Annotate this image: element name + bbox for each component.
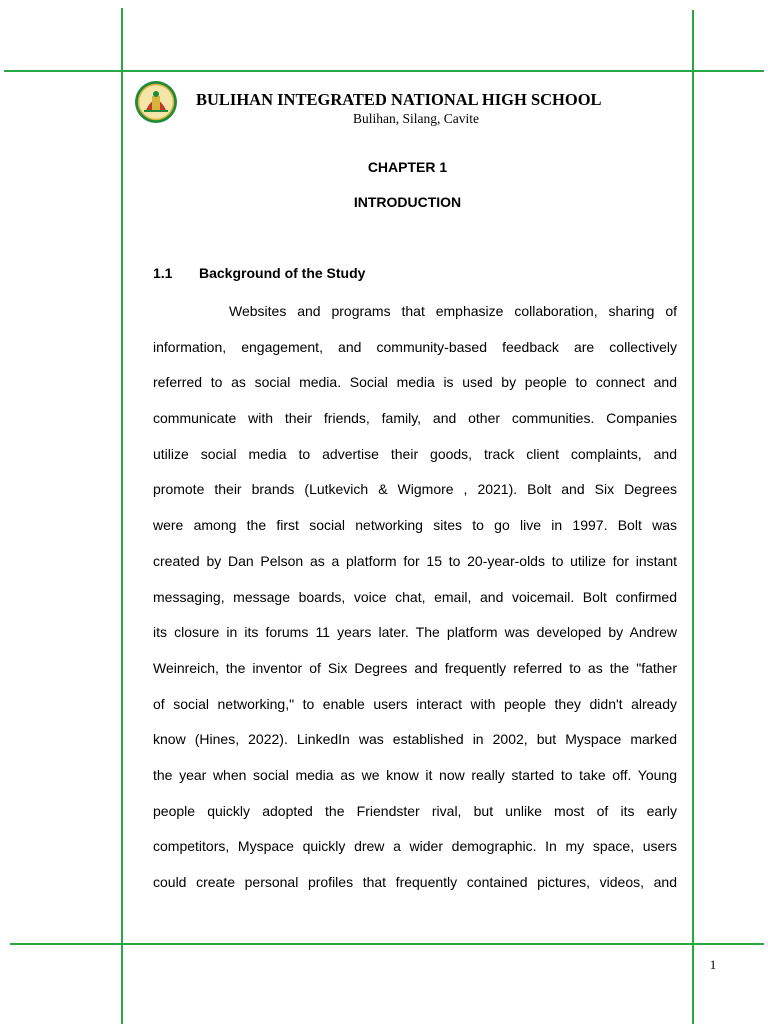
paragraph-line: were among the first social networking sites to go live in 1997. Bolt was	[153, 517, 677, 534]
paragraph-line: information, engagement, and community-based feedback are collectively	[153, 338, 677, 355]
chapter-title: INTRODUCTION	[353, 194, 462, 210]
paragraph-line: referred to as social media. Social media is used by people to connect and	[153, 374, 677, 391]
paragraph-line: the year when social media as we know it now really started to take off. Young	[153, 766, 677, 783]
school-address: Bulihan, Silang, Cavite	[353, 111, 479, 126]
school-seal-icon	[134, 80, 178, 124]
paragraph-line: Weinreich, the inventor of Six Degrees and frequently referred to as the "father	[153, 659, 677, 676]
body-paragraph	[153, 300, 677, 907]
paragraph-line: competitors, Myspace quickly drew a wider demographic. In my space, users	[153, 838, 677, 855]
paragraph-line: could create personal profiles that frequently contained pictures, videos, and	[153, 874, 677, 890]
paragraph-line: know (Hines, 2022). LinkedIn was established in 2002, but Myspace marked	[153, 731, 677, 748]
section-title: Background of the Study	[199, 265, 366, 281]
paragraph-line: its closure in its forums 11 years later. The platform was developed by Andrew	[153, 624, 677, 641]
paragraph-line: Websites and programs that emphasize collaboration, sharing of	[229, 303, 677, 319]
paragraph-line: promote their brands (Lutkevich & Wigmore , 2021). Bolt and Six Degrees	[153, 481, 677, 498]
paragraph-line: utilize social media to advertise their goods, track client complaints, and	[153, 445, 677, 462]
paragraph-line: messaging, message boards, voice chat, email, and voicemail. Bolt confirmed	[153, 588, 677, 605]
right-margin-rule	[692, 10, 694, 1024]
bottom-margin-rule	[10, 943, 764, 945]
chapter-label: CHAPTER 1	[367, 159, 448, 175]
page-number: 1	[709, 957, 717, 972]
paragraph-line: communicate with their friends, family, and other communities. Companies	[153, 410, 677, 427]
section-number: 1.1	[153, 265, 173, 281]
top-margin-rule	[4, 70, 764, 72]
section-heading	[153, 265, 365, 281]
paragraph-line: people quickly adopted the Friendster rival, but unlike most of its early	[153, 802, 677, 819]
paragraph-line: of social networking," to enable users interact with people they didn't already	[153, 695, 677, 712]
paragraph-line: created by Dan Pelson as a platform for 15 to 20-year-olds to utilize for instant	[153, 552, 677, 569]
school-name: BULIHAN INTEGRATED NATIONAL HIGH SCHOOL	[196, 90, 602, 109]
